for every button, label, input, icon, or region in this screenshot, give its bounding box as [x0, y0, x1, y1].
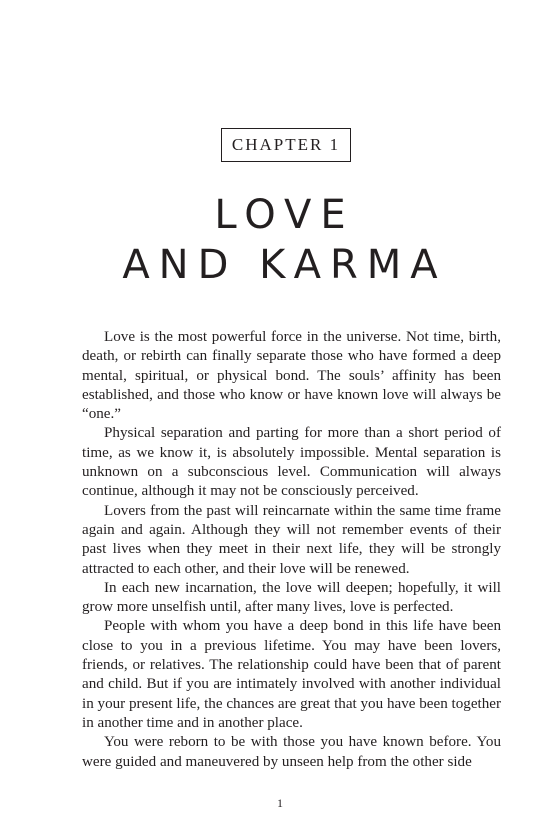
paragraph: Physical separation and parting for more than a short period of time, as we know it, is absolutely impossible. Mental separation is unknown on a subconscious level. Communication will always continue, although it may not be consciously perceived. — [82, 425, 501, 500]
chapter-label-box — [221, 128, 351, 162]
paragraph: In each new incarnation, the love will deepen; hopefully, it will grow more unselfish until, after many lives, love is perfected. — [82, 579, 501, 616]
chapter-title-line-2: AND KARMA — [122, 242, 447, 288]
paragraph: Lovers from the past will reincarnate within the same time frame again and again. Although they will not remember events of their past lives when they meet in their next life, they will be strongly attracted to each other, and their love will be renewed. — [82, 502, 501, 577]
chapter-title — [0, 190, 560, 290]
paragraph: Love is the most powerful force in the universe. Not time, birth, death, or rebirth can finally separate those who have formed a deep mental, spiritual, or physical bond. The souls’ affinity has been established, and those who know or have known love will always be “one.” — [82, 329, 501, 423]
paragraph: You were reborn to be with those you have known before. You were guided and maneuvered by unseen help from the other side — [82, 734, 501, 770]
page-number: 1 — [277, 796, 283, 810]
chapter-label: CHAPTER 1 — [231, 135, 341, 154]
paragraph: People with whom you have a deep bond in this life have been close to you in a previous lifetime. You may have been lovers, friends, or relatives. The relationship could have been that of parent and child. But if you are intimately involved with another individual in your present life, the chances are great that you have been together in another time and in another place. — [82, 618, 501, 731]
body-text — [82, 328, 501, 772]
chapter-title-line-1: LOVE — [214, 192, 355, 238]
